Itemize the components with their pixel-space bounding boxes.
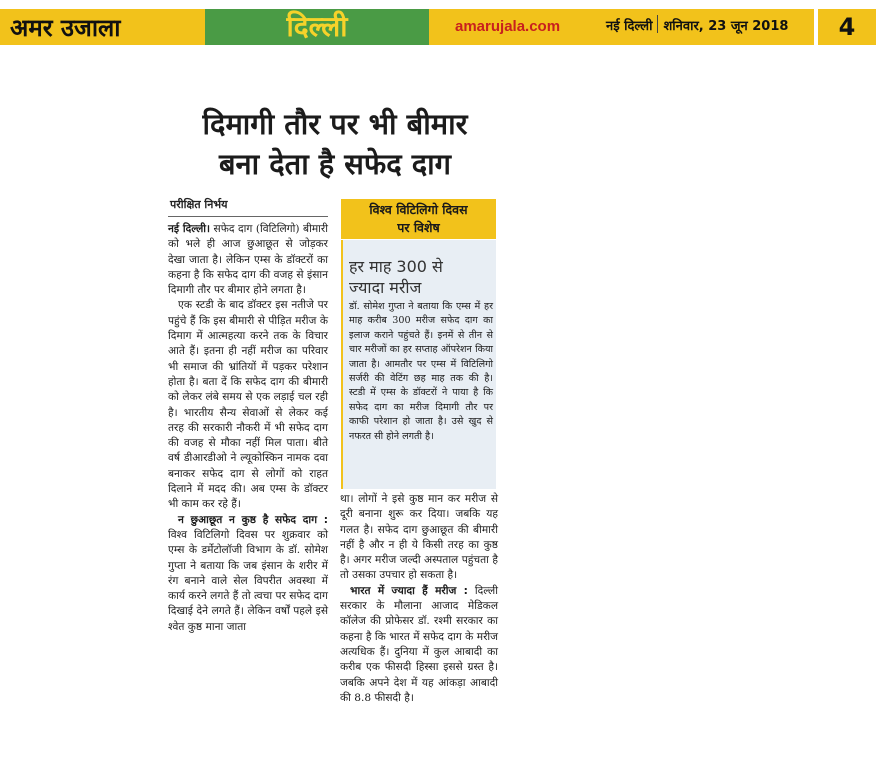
dateline	[606, 9, 788, 45]
dateline-date: शनिवार, 23 जून 2018	[663, 19, 789, 34]
subheading-2: भारत में ज्यादा हैं मरीज :	[350, 584, 468, 597]
sidebar-header-line-1: विश्व विटिलिगो दिवस	[369, 202, 468, 217]
paragraph-5-text: दिल्ली सरकार के मौलाना आजाद मेडिकल कॉलेज की प्रोफेसर डॉ. रश्मी सरकार का कहना है कि भारत में सफेद दाग के मरीज अत्यधिक हैं। दुनिया में कुल आबादी का करीब एक फीसदी हिस्सा इससे ग्रस्त है। जबकि अपने देश में यह आंकड़ा आबादी की 8.8 फीसदी है।	[340, 584, 498, 704]
sidebar-title-line-2: ज्यादा मरीज	[349, 278, 422, 297]
masthead-city-block	[205, 9, 429, 45]
dateline-lead: नई दिल्ली।	[168, 223, 211, 235]
article-headline	[145, 104, 525, 184]
masthead-page-block	[818, 9, 876, 45]
sidebar-text: डॉ. सोमेश गुप्ता ने बताया कि एम्स में हर माह करीब 300 मरीज सफेद दाग का इलाज कराने पहुंचते हैं। इनमें से तीन से चार मरीजों का हर सप्ताह ऑपरेशन किया जाता है। आमतौर पर एम्स में विटिलिगो सर्जरी की वेटिंग छह माह तक की है। स्टडी में एम्स के डॉक्टरों ने पाया है कि सफेद दाग का मरीज दिमागी तौर पर काफी परेशान हो जाता है। उसे खुद से नफरत सी होने लगती है।	[349, 301, 493, 442]
byline: परीक्षित निर्भय	[170, 198, 228, 211]
paragraph-4: था। लोगों ने इसे कुष्ठ मान कर मरीज से दूरी बनाना शुरू कर दिया। जबकि यह गलत है। सफेद दाग छुआछूत की बीमारी नहीं है और न ही ये किसी तरह का कुष्ठ है। अगर मरीज जल्दी अस्पताल पहुंचता है तो उसका उपचार हो सकता है।	[340, 493, 498, 582]
dateline-place: नई दिल्ली	[606, 19, 653, 34]
article-column-2	[340, 492, 498, 706]
subheading-1: न छुआछूत न कुष्ठ है सफेद दाग :	[178, 513, 328, 526]
newspaper-logo: अमर उजाला	[10, 14, 121, 42]
article-column-1	[168, 222, 328, 635]
byline-divider	[168, 216, 328, 217]
headline-line-2: बना देता है सफेद दाग	[219, 147, 451, 181]
sidebar-title-line-1: हर माह 300 से	[349, 257, 443, 276]
sidebar-header-line-2: पर विशेष	[397, 220, 440, 235]
sidebar-header	[341, 199, 496, 239]
headline-line-1: दिमागी तौर पर भी बीमार	[202, 107, 468, 141]
dateline-separator	[657, 15, 658, 33]
paragraph-2: एक स्टडी के बाद डॉक्टर इस नतीजे पर पहुंचे हैं कि इस बीमारी से पीड़ित मरीज के दिमाग में आत्महत्या करने तक के विचार आते हैं। इतना ही नहीं मरीज का परिवार भी समाज की भ्रांतियों में पड़कर परेशान होता है। बता दें कि सफेद दाग की बीमारी को लेकर लंबे समय से एक लड़ाई चल रही है। भारतीय सैन्य सेवाओं से लेकर कई तरह की सरकारी नौकरी में भी सफेद दाग की वजह से मौका नहीं मिल पाता। बीते वर्ष डीआरडीओ ने ल्यूकोस्किन नामक दवा बनाकर सफेद दाग से लोगों को राहत दिलाने में मदद की। अब एम्स के डॉक्टर भी काम कर रहे हैं।	[168, 299, 328, 511]
paragraph-1-text: सफेद दाग (विटिलिगो) बीमारी को भले ही आज छुआछूत से जोड़कर देखा जाता है। लेकिन एम्स के डॉक्टरों का कहना है कि सफेद दाग की वजह से इंसान दिमागी तौर पर बीमार होने लगता है।	[168, 223, 329, 297]
sidebar-title	[349, 256, 494, 298]
masthead-site-block	[429, 9, 594, 45]
paragraph-5	[340, 584, 498, 706]
paragraph-3	[168, 513, 328, 635]
sidebar-box	[341, 240, 496, 489]
page-number: 4	[838, 13, 856, 41]
masthead-brand-block	[0, 9, 205, 45]
masthead	[0, 0, 876, 54]
edition-city: दिल्ली	[286, 10, 348, 43]
paragraph-3-text: विश्व विटिलिगो दिवस पर शुक्रवार को एम्स के डर्मेटोलॉजी विभाग के डॉ. सोमेश गुप्ता ने बताया कि जब इंसान के शरीर में रंग बनाने वाले सेल विपरीत अवस्था में कार्य करने लगते हैं तो त्वचा पर सफेद दाग दिखाई देने लगते हैं। लेकिन वर्षों पहले इसे श्वेत कुष्ठ माना जाता	[168, 528, 328, 633]
website-url: amarujala.com	[455, 18, 561, 35]
paragraph-1	[168, 222, 328, 298]
masthead-date-block	[594, 9, 814, 45]
